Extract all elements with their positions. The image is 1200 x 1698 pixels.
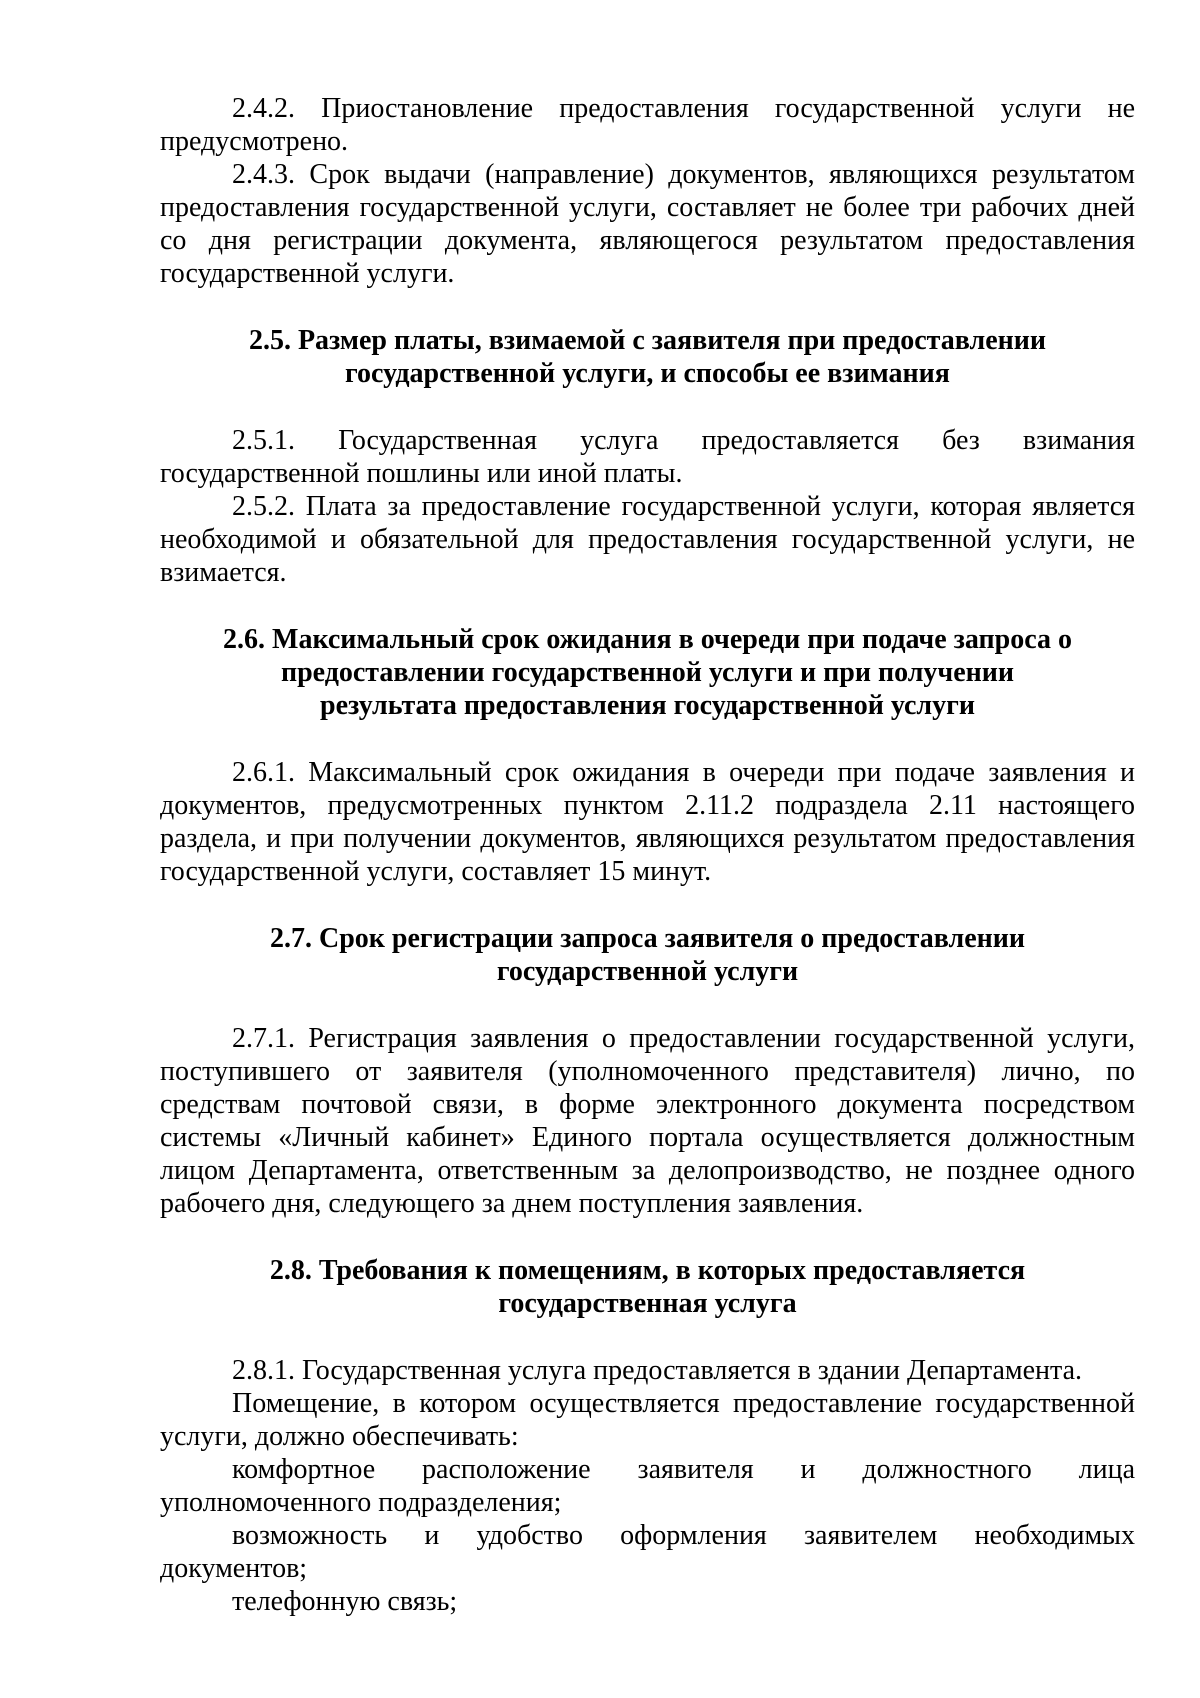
paragraph-2-5-2: 2.5.2. Плата за предоставление государственной услуги, которая является необходимой и обязательной для предоставления государственной услуги, не взимается.: [160, 491, 1135, 588]
paragraph-premises: Помещение, в котором осуществляется предоставление государственной услуги, должно обеспечивать:: [160, 1388, 1135, 1452]
document-page: [160, 92, 1135, 1618]
paragraph-2-6-1: 2.6.1. Максимальный срок ожидания в очереди при подаче заявления и документов, предусмотренных пунктом 2.11.2 подраздела 2.11 настоящего раздела, и при получении документов, являющихся результатом предоставления государственной услуги, составляет 15 минут.: [160, 757, 1135, 887]
paragraph-2-4-2: 2.4.2. Приостановление предоставления государственной услуги не предусмотрено.: [160, 93, 1135, 157]
paragraph-document-preparation: возможность и удобство оформления заявителем необходимых документов;: [160, 1520, 1135, 1584]
paragraph-telephone: телефонную связь;: [232, 1586, 458, 1617]
paragraph-2-8-1: 2.8.1. Государственная услуга предоставляется в здании Департамента.: [232, 1355, 1083, 1386]
paragraph-2-4-3: 2.4.3. Срок выдачи (направление) документов, являющихся результатом предоставления государственной услуги, составляет не более три рабочих дней со дня регистрации документа, являющегося результатом предоставления государственной услуги.: [160, 159, 1135, 289]
section-heading-2-5: 2.5. Размер платы, взимаемой с заявителя при предоставлении государственной услуги, и способы ее взимания: [248, 325, 1047, 389]
paragraph-2-7-1: 2.7.1. Регистрация заявления о предоставлении государственной услуги, поступившего от заявителя (уполномоченного представителя) лично, по средствам почтовой связи, в форме электронного документа посредством системы «Личный кабинет» Единого портала осуществляется должностным лицом Департамента, ответственным за делопроизводство, не позднее одного рабочего дня, следующего за днем поступления заявления.: [160, 1023, 1135, 1219]
paragraph-2-5-1: 2.5.1. Государственная услуга предоставляется без взимания государственной пошлины или иной платы.: [160, 425, 1135, 489]
section-heading-2-7: 2.7. Срок регистрации запроса заявителя о предоставлении государственной услуги: [269, 923, 1026, 987]
paragraph-comfortable-placement: комфортное расположение заявителя и должностного лица уполномоченного подразделения;: [160, 1454, 1135, 1518]
section-heading-2-8: 2.8. Требования к помещениям, в которых предоставляется государственная услуга: [269, 1255, 1026, 1319]
section-heading-2-6: 2.6. Максимальный срок ожидания в очереди при подаче запроса о предоставлении государственной услуги и при получении результата предоставления государственной услуги: [223, 624, 1072, 721]
